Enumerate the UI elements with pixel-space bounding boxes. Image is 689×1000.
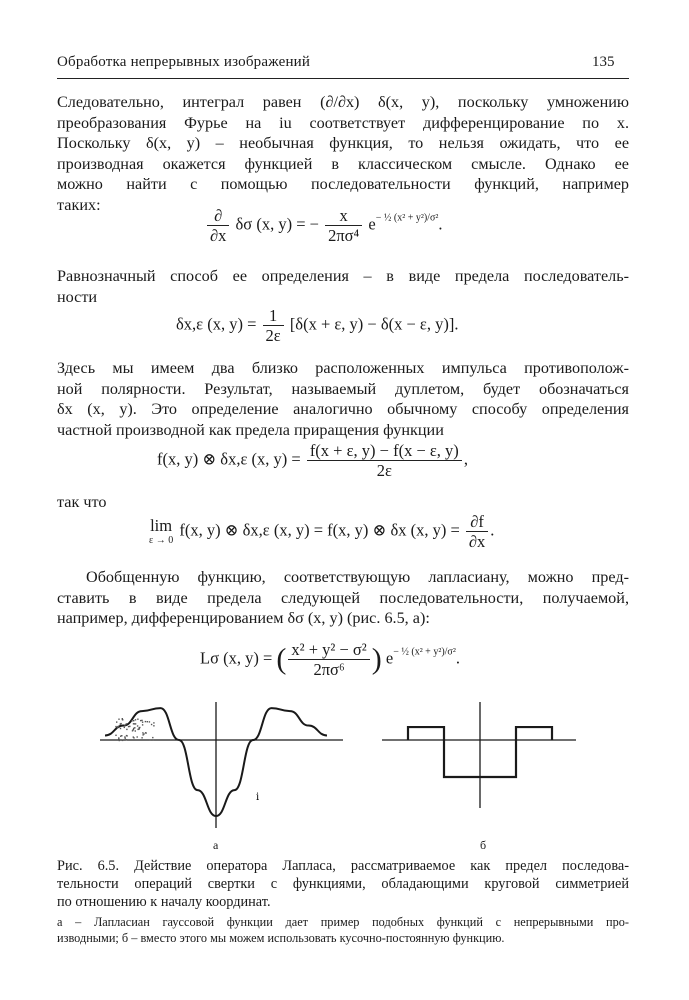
speckle-dot: [135, 730, 136, 731]
text-line: например, дифференцированием δσ (x, y) (рис. 6.5, а):: [57, 609, 430, 627]
text-line: δx (x, y). Это определение аналогично обычному способу определения: [57, 400, 629, 418]
equation-3: f(x, y) ⊗ δx,ε (x, y) = $\frac{f(x + \varepsilon, y) - f(x - \varepsilon, y)}{2\varepsilon}$ ,: [157, 441, 468, 480]
text-line: частной производной как предела приращения функции: [57, 420, 444, 439]
speckle-dot: [133, 737, 134, 738]
caption-line: тельности операций свертки с функциями, обладающими круговой симметрией: [57, 876, 629, 892]
difference-quotient: $\frac{f(x + \varepsilon, y) - f(x - \varepsilon, y)}{2\varepsilon}$: [307, 441, 462, 480]
speckle-dot: [120, 728, 121, 729]
text-line: Обобщенную функцию, соответствующую лапласиану, можно пред-: [86, 568, 629, 586]
text-line: преобразования Фурье на iu соответствует дифференцирование по x.: [57, 113, 629, 132]
speckle-dot: [118, 719, 119, 720]
speckle-dot: [126, 729, 127, 730]
paragraph-5: [57, 567, 629, 629]
exponent: − ½ (x² + y²)/σ²: [393, 646, 456, 658]
speckle-dot: [140, 720, 141, 721]
speckle-dot: [122, 740, 123, 741]
speckle-dot: [142, 722, 143, 723]
speckle-dot: [132, 730, 133, 731]
figure-caption: [57, 857, 629, 911]
gaussian-derivative-fraction: $\frac{x}{\text{2πσ⁴}}$: [325, 206, 362, 245]
speckle-dot: [143, 733, 144, 734]
speckle-dot: [137, 736, 138, 737]
text-line: ной полярности. Результат, называемый дуплетом, будет обозначаться: [57, 379, 629, 398]
speckle-dot: [124, 736, 125, 737]
figure-b-plot: [380, 700, 580, 810]
speckle-dot: [133, 720, 134, 721]
figure-a-plot: [95, 700, 345, 830]
speckle-dot: [141, 720, 142, 721]
page-number: 135: [592, 54, 615, 70]
speckle-dot: [137, 725, 138, 726]
speckle-dot: [124, 725, 125, 726]
text-line: производная окажется функцией в классическом смысле. Однако ее: [57, 154, 629, 173]
speckle-dot: [153, 722, 154, 723]
equation-2: δx,ε (x, y) = $\frac{1}{2\varepsilon}$ [δ(x + ε, y) − δ(x − ε, y)].: [176, 306, 459, 345]
note-line: а – Лапласиан гауссовой функции дает пример подобных функций с непрерывными про-: [57, 915, 629, 929]
partial-derivative-fraction: $\frac{\partial f}{\partial x}$: [466, 512, 488, 551]
speckle-dot: [141, 737, 142, 738]
speckle-dot: [126, 723, 127, 724]
speckle-dot: [149, 739, 150, 740]
text-line: Поскольку δ(x, y) – необычная функция, то нельзя ожидать, что ее: [57, 134, 629, 152]
equation-5: Lσ (x, y) = ( $\frac{\text{x² + y² − σ²}}{\text{2πσ⁶}}$ ) $e^{- \frac{1}{2} (x^2 + y^2)/\sigma^2}$.: [200, 640, 460, 679]
figure-a-label: а: [213, 838, 219, 852]
stray-mark: i: [256, 792, 260, 803]
laplacian-fraction: $\frac{\text{x² + y² − σ²}}{\text{2πσ⁶}}$: [288, 640, 369, 679]
speckle-dot: [124, 727, 125, 728]
partial-fraction: $\frac{\partial}{\partial x}$: [207, 206, 229, 245]
speckle-dot: [149, 721, 150, 722]
note-line: изводными; б – вместо этого мы можем использовать кусочно-постоянную функцию.: [57, 931, 505, 945]
caption-line: Рис. 6.5. Действие оператора Лапласа, рассматриваемое как предел последова-: [57, 858, 629, 874]
equation-4: lim ε → 0 f(x, y) ⊗ δx,ε (x, y) = f(x, y) ⊗ δx (x, y) = $\frac{\partial f}{\partial x}$ .: [149, 512, 495, 551]
speckle-dot: [120, 723, 121, 724]
running-header: Обработка непрерывных изображений: [57, 54, 311, 70]
speckle-dot: [115, 726, 116, 727]
equation-1: $\frac{\partial}{\partial x}$ δσ (x, y) = − $\frac{x}{\text{2πσ⁴}}$ $e^{- \frac{1}{2} (x^2 + y^2)/\sigma^2}$.: [205, 206, 442, 245]
speckle-dot: [145, 732, 146, 733]
speckle-dot: [147, 721, 148, 722]
paragraph-3: [57, 358, 629, 440]
speckle-dot: [125, 738, 126, 739]
text-line: ставить в виде предела следующей последовательности, получаемой,: [57, 588, 629, 607]
limit-operator: lim ε → 0: [149, 515, 174, 546]
header-rule: [57, 78, 629, 79]
text-line: Равнозначный способ ее определения – в виде предела последователь-: [57, 267, 629, 285]
speckle-dot: [153, 739, 154, 740]
speckle-dot: [119, 740, 120, 741]
half-epsilon-fraction: $\frac{1}{2\varepsilon}$: [263, 306, 284, 345]
figure-b-label: б: [480, 838, 487, 852]
text-line: так что: [57, 493, 107, 511]
speckle-dot: [118, 726, 119, 727]
speckle-dot: [115, 735, 116, 736]
speckle-dot: [145, 721, 146, 722]
speckle-dot: [152, 737, 153, 738]
speckle-dot: [116, 721, 117, 722]
speckle-dot: [128, 726, 129, 727]
speckle-dot: [133, 729, 134, 730]
paragraph-1: [57, 92, 629, 215]
speckle-dot: [153, 725, 154, 726]
speckle-dot: [135, 719, 136, 720]
speckle-dot: [122, 718, 123, 719]
paragraph-2: [57, 266, 629, 307]
caption-line: по отношению к началу координат.: [57, 894, 271, 910]
speckle-dot: [120, 736, 121, 737]
text-line: Следовательно, интеграл равен (∂/∂x) δ(x, y), поскольку умножению: [57, 93, 629, 111]
speckle-dot: [129, 726, 130, 727]
speckle-dot: [137, 719, 138, 720]
speckle-dot: [151, 724, 152, 725]
speckle-dot: [126, 739, 127, 740]
speckle-dot: [139, 728, 140, 729]
paragraph-4: [57, 492, 629, 513]
text-line: таких:: [57, 195, 101, 214]
speckle-dot: [126, 735, 127, 736]
speckle-dot: [118, 738, 119, 739]
exponent: − ½ (x² + y²)/σ²: [375, 212, 439, 224]
text-line: Здесь мы имеем два близко расположенных импульса противополож-: [57, 359, 629, 377]
text-line: ности: [57, 287, 98, 306]
speckle-dot: [142, 724, 143, 725]
speckle-dot: [131, 720, 132, 721]
text-line: можно найти с помощью последовательности функций, например: [57, 175, 629, 193]
speckle-dot: [134, 727, 135, 728]
print-speckle: [115, 718, 154, 741]
speckle-dot: [134, 723, 135, 724]
speckle-dot: [117, 727, 118, 728]
figure-note: [57, 914, 629, 946]
